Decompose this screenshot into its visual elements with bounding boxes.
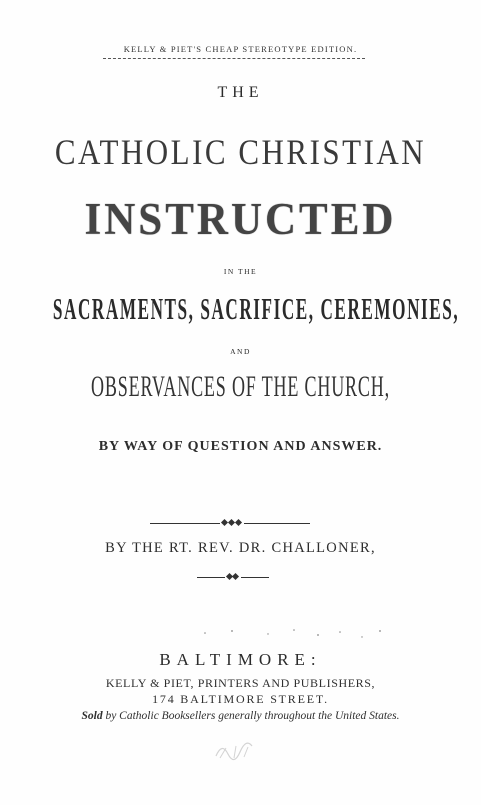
title-the: THE (217, 84, 264, 101)
title-in-the: IN THE (223, 267, 258, 276)
faint-stamp-mark (212, 738, 260, 762)
imprint-address: 174 BALTIMORE STREET. (152, 692, 329, 706)
author-byline: BY THE RT. REV. DR. CHALLONER, (105, 540, 376, 556)
imprint-sold-by (0, 710, 481, 722)
print-specks (190, 625, 400, 645)
imprint-city: BALTIMORE: (159, 650, 322, 669)
ornament-rule-top (150, 518, 310, 530)
title-and: AND (230, 347, 251, 356)
ornament-rule-bottom (197, 572, 269, 584)
imprint-publisher: KELLY & PIET, PRINTERS AND PUBLISHERS, (105, 676, 376, 690)
title-catholic-christian: CATHOLIC CHRISTIAN (54, 132, 427, 173)
sold-rest: by Catholic Booksellers generally throughout the United States. (102, 710, 400, 722)
title-observances: OBSERVANCES OF THE CHURCH, (91, 369, 390, 403)
sold-lead: Sold (81, 710, 103, 722)
edition-rule (103, 58, 365, 59)
title-sacraments: SACRAMENTS, SACRIFICE, CEREMONIES, (52, 291, 460, 326)
subtitle-question-answer: BY WAY OF QUESTION AND ANSWER. (98, 439, 383, 454)
edition-line: KELLY & PIET'S CHEAP STEREOTYPE EDITION. (123, 44, 358, 54)
title-instructed: INSTRUCTED (84, 195, 397, 245)
